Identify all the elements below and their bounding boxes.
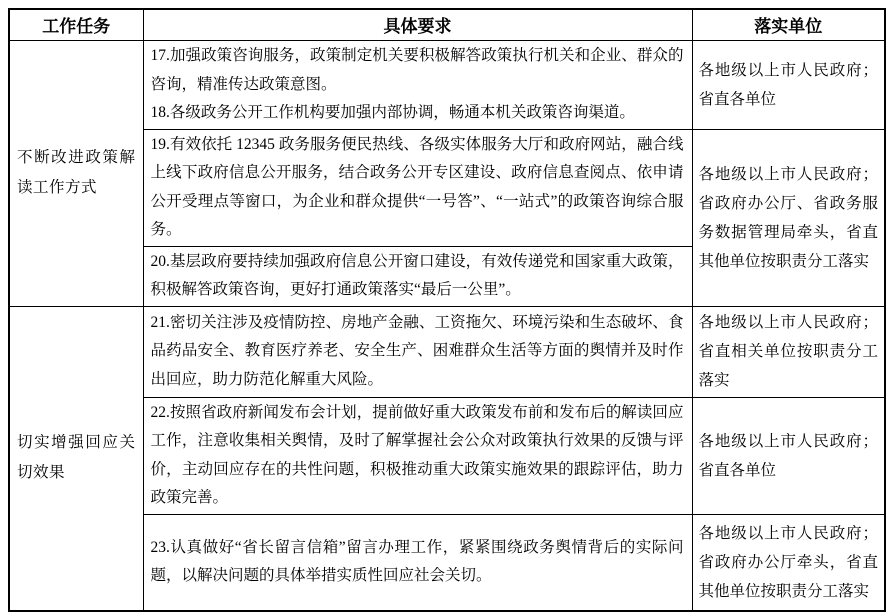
requirement-cell	[143, 246, 692, 306]
requirement-item-20: 20.基层政府要持续加强政府信息公开窗口建设，有效传递党和国家重大政策，积极解答政策咨询，更好打通政策落实“最后一公里”。	[150, 252, 684, 298]
requirement-item-17: 17.加强政策咨询服务，政策制定机关要积极解答政策执行机关和企业、群众的咨询，精准传达政策意图。	[150, 47, 684, 93]
table-row	[9, 41, 885, 130]
column-header-requirement: 具体要求	[143, 9, 692, 41]
requirement-cell	[143, 397, 692, 514]
column-header-task: 工作任务	[9, 9, 143, 41]
requirement-cell	[143, 306, 692, 397]
requirement-cell	[143, 129, 692, 246]
unit-cell: 各地级以上市人民政府；省政府办公厅牵头，省直其他单位按职责分工落实	[692, 514, 885, 611]
task-group-label: 切实增强回应关切效果	[9, 306, 143, 611]
requirement-item-22: 22.按照省政府新闻发布会计划，提前做好重大政策发布前和发布后的解读回应工作，注意收集相关舆情，及时了解掌握社会公众对政策执行效果的反馈与评价，主动回应存在的共性问题，积极推动重大政策实施效果的跟踪评估，助力政策完善。	[150, 403, 684, 506]
policy-task-table	[8, 8, 886, 612]
requirement-item-18: 18.各级政务公开工作机构要加强内部协调，畅通本机关政策咨询渠道。	[150, 104, 635, 121]
requirement-cell	[143, 41, 692, 130]
table-row	[9, 306, 885, 397]
table-header-row	[9, 9, 885, 41]
unit-cell: 各地级以上市人民政府；省直各单位	[692, 397, 885, 514]
requirement-item-19: 19.有效依托 12345 政务服务便民热线、各级实体服务大厅和政府网站，融合线上线下政府信息公开服务，结合政务公开专区建设、政府信息查阅点、依申请公开受理点等窗口，为企业和群众提供“一号答”、“一站式”的政策咨询综合服务。	[150, 135, 684, 238]
unit-cell: 各地级以上市人民政府；省政府办公厅、省政务服务数据管理局牵头，省直其他单位按职责分工落实	[692, 129, 885, 306]
requirement-item-23: 23.认真做好“省长留言信箱”留言办理工作，紧紧围绕政务舆情背后的实际问题，以解决问题的具体举措实质性回应社会关切。	[150, 538, 684, 585]
unit-cell: 各地级以上市人民政府；省直各单位	[692, 41, 885, 130]
column-header-unit: 落实单位	[692, 9, 885, 41]
requirement-cell	[143, 514, 692, 611]
requirement-item-21: 21.密切关注涉及疫情防控、房地产金融、工资拖欠、环境污染和生态破坏、食品药品安全、教育医疗养老、安全生产、困难群众生活等方面的舆情并及时作出回应，助力防范化解重大风险。	[150, 313, 684, 388]
unit-cell: 各地级以上市人民政府；省直相关单位按职责分工落实	[692, 306, 885, 397]
task-group-label: 不断改进政策解读工作方式	[9, 41, 143, 307]
